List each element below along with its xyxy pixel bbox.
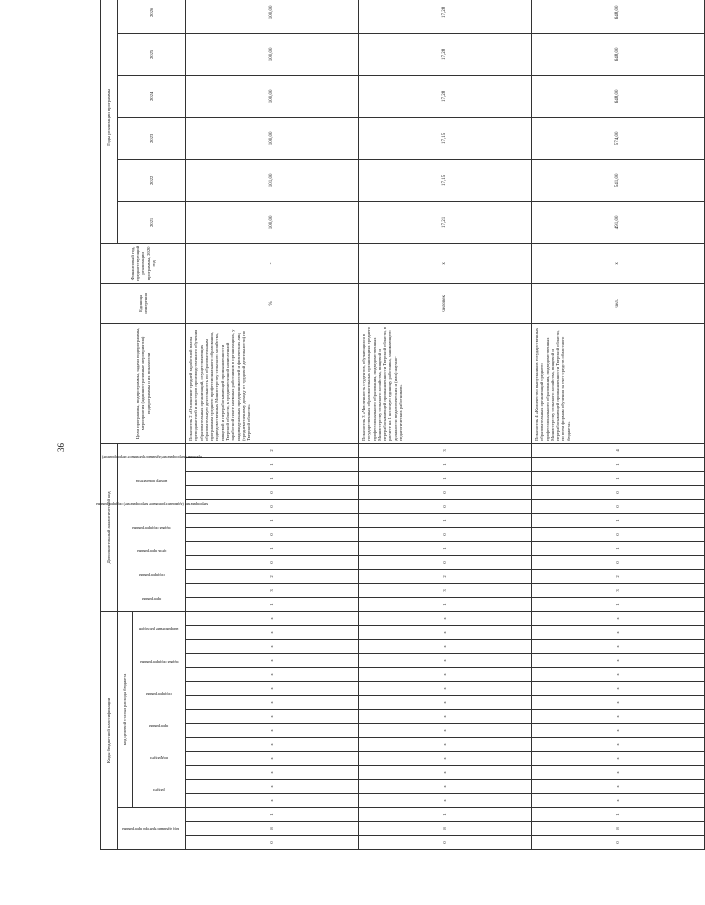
code-cell: x	[359, 668, 532, 682]
code-cell: 0	[532, 499, 705, 513]
code-cell: x	[186, 682, 359, 696]
code-cell: x	[532, 696, 705, 710]
table-row	[359, 0, 532, 850]
budget-col-label: программа	[149, 723, 169, 729]
finyear-cell: х	[359, 243, 532, 283]
code-cell: 0	[532, 555, 705, 569]
additional-col-label: программа	[141, 596, 162, 602]
expense-subcols-header	[133, 611, 186, 807]
code-cell: x	[359, 626, 532, 640]
year-header: 2022	[118, 159, 186, 201]
code-cell: 0	[359, 527, 532, 541]
year-value: 100,00	[186, 33, 359, 75]
code-cell: x	[532, 752, 705, 766]
code-cell: 2	[359, 569, 532, 583]
code-cell: 0	[532, 485, 705, 499]
code-cell: x	[532, 724, 705, 738]
code-cell: 1	[359, 597, 532, 611]
code-cell: 0	[359, 485, 532, 499]
code-cell: 0	[186, 499, 359, 513]
finyear-cell: -	[186, 243, 359, 283]
code-cell: 2	[186, 443, 359, 457]
code-cell: 0	[359, 499, 532, 513]
code-cell: 1	[359, 541, 532, 555]
code-cell: x	[186, 611, 359, 625]
code-cell: x	[186, 766, 359, 780]
code-cell: x	[532, 640, 705, 654]
table-row	[186, 0, 359, 850]
code-cell: x	[186, 710, 359, 724]
year-header: 2025	[118, 33, 186, 75]
budget-col-label: подпрограмма	[146, 691, 172, 697]
year-value: 101,00	[186, 159, 359, 201]
budget-col-label: раздел	[153, 788, 165, 794]
admin-sections-header	[118, 808, 186, 850]
budget-col-label: задача подпрограммы	[139, 659, 179, 665]
code-cell: 1	[359, 471, 532, 485]
code-cell: x	[186, 780, 359, 794]
code-cell: 2	[532, 569, 705, 583]
year-value: 574,00	[532, 117, 705, 159]
year-value: 541,00	[532, 159, 705, 201]
code-cell: x	[359, 780, 532, 794]
code-cell: x	[532, 668, 705, 682]
code-cell: 1	[186, 457, 359, 471]
code-cell: 1	[532, 471, 705, 485]
unit-cell: чел.	[532, 283, 705, 323]
additional-col-label: признак (мероприятие/административное мероприятие)	[101, 455, 202, 461]
code-cell: x	[186, 668, 359, 682]
code-cell: 8	[186, 822, 359, 836]
code-cell: 3	[186, 583, 359, 597]
budget-col-label: подраздел	[150, 756, 168, 762]
year-header: 2023	[118, 117, 186, 159]
page-number: 36	[56, 443, 66, 452]
code-cell: 0	[532, 527, 705, 541]
budget-col-label: направление расходов	[139, 627, 179, 633]
additional-code-header: Дополнительный аналитический код	[101, 443, 118, 611]
code-cell: x	[359, 654, 532, 668]
code-cell: 1	[532, 457, 705, 471]
finyear-header: Финансовый год, предшествующий реализации программы, 2020 год	[101, 243, 186, 283]
expense-section-header: код целевой статьи расхода бюджета	[118, 611, 133, 807]
code-cell: 1	[186, 808, 359, 822]
code-cell: x	[359, 611, 532, 625]
code-cell: 0	[186, 527, 359, 541]
year-value: 100,00	[186, 201, 359, 243]
unit-cell: человек	[359, 283, 532, 323]
code-cell: 1	[532, 597, 705, 611]
code-cell: 0	[186, 485, 359, 499]
code-cell: x	[532, 682, 705, 696]
code-cell: x	[186, 696, 359, 710]
unit-cell: %	[186, 283, 359, 323]
year-value: 17,28	[359, 75, 532, 117]
code-cell: 0	[186, 555, 359, 569]
year-header: 2026	[118, 0, 186, 33]
additional-col-label: цель программы	[136, 549, 167, 555]
code-cell: 4	[532, 443, 705, 457]
code-cell: 1	[532, 541, 705, 555]
indicator-text: Показатель 2 «Отношение средней заработной платы преподавателей и мастеров производственного обучения образовательных организаций, осуществляющих образовательную деятельность по образовательным программам среднего профессионального образования, подведомственных Министерству сельского хозяйства, пищевой и перерабатывающей промышленности Тверской области, к среднемесячной начисленной заработной плате наемных работников в организациях, у индивидуальных предпринимателей и физических лиц (среднемесячному доходу от трудовой деятельности) по Тверской области»	[186, 323, 359, 443]
year-header: 2021	[118, 201, 186, 243]
year-value: 17,28	[359, 0, 532, 33]
program-indicators-table	[95, 0, 705, 850]
code-cell: x	[532, 766, 705, 780]
code-cell: 1	[359, 808, 532, 822]
code-cell: x	[359, 640, 532, 654]
indicator-text: Показатель 4 «Количество выпускников государственных образовательных организаций среднего профессионального образования, подведомственных Министерству сельского хозяйства, пищевой и перерабатывающей промышленности Тверской области, по всем формам обучения за счет средств областного бюджета»	[532, 323, 705, 443]
year-value: 17,28	[359, 33, 532, 75]
code-cell: 0	[186, 836, 359, 850]
code-cell: x	[186, 640, 359, 654]
year-value: 648,00	[532, 0, 705, 33]
code-cell: 8	[532, 822, 705, 836]
code-cell: x	[532, 654, 705, 668]
code-cell: 3	[532, 583, 705, 597]
code-cell: x	[359, 696, 532, 710]
year-value: 100,00	[186, 75, 359, 117]
period-header: Годы реализации программы	[101, 0, 118, 243]
year-value: 17,15	[359, 117, 532, 159]
code-cell: 1	[359, 513, 532, 527]
code-cell: x	[359, 710, 532, 724]
code-cell: x	[186, 626, 359, 640]
code-cell: 1	[186, 597, 359, 611]
code-cell: 1	[532, 513, 705, 527]
code-cell: x	[532, 710, 705, 724]
year-header: 2024	[118, 75, 186, 117]
code-cell: x	[359, 724, 532, 738]
table-row	[532, 0, 705, 850]
indicators-header: Цели программы, подпрограммы, задачи подпрограммы, мероприятия (административные мероприятия) подпрограммы и их показатели	[101, 323, 186, 443]
rotated-table-sheet	[95, 5, 621, 850]
year-value: 648,00	[532, 75, 705, 117]
unit-header: Единица измерения	[101, 283, 186, 323]
code-cell: x	[186, 752, 359, 766]
budget-col-label: код администратора программы	[122, 826, 180, 832]
code-cell: x	[359, 752, 532, 766]
code-cell: x	[186, 654, 359, 668]
indicator-text: Показатель 3 «Численность студентов, обучающихся в государственных образовательных организациях среднего профессионального образования, подведомственных Министерству сельского хозяйства, пищевой и перерабатывающей промышленности Тверской области, в расчете на 1 штатную единицу работника, занимающего должности педагогических и (или) научно-педагогических работников»	[359, 323, 532, 443]
code-cell: 0	[359, 555, 532, 569]
code-cell: x	[532, 626, 705, 640]
code-cell: 2	[186, 569, 359, 583]
code-cell: 1	[359, 457, 532, 471]
code-cell: 1	[186, 513, 359, 527]
code-cell: x	[359, 682, 532, 696]
year-value: 100,00	[186, 0, 359, 33]
code-cell: x	[186, 794, 359, 808]
code-cell: x	[359, 794, 532, 808]
code-cell: x	[186, 724, 359, 738]
code-cell: 0	[359, 836, 532, 850]
code-cell: x	[532, 738, 705, 752]
code-cell: 1	[532, 808, 705, 822]
code-cell: 0	[532, 836, 705, 850]
year-value: 17,21	[359, 201, 532, 243]
year-value: 648,00	[532, 33, 705, 75]
code-cell: 8	[359, 822, 532, 836]
code-cell: 1	[186, 541, 359, 555]
additional-col-label: задача подпрограммы	[132, 525, 171, 531]
additional-col-label: мероприятие (административное мероприятие) подпрограммы	[95, 502, 208, 508]
code-cell: x	[532, 794, 705, 808]
finyear-cell: х	[532, 243, 705, 283]
code-cell: x	[532, 611, 705, 625]
code-cell: x	[359, 738, 532, 752]
code-cell: x	[532, 780, 705, 794]
budget-codes-header: Коды бюджетной классификации	[101, 611, 118, 849]
year-value: 100,00	[186, 117, 359, 159]
additional-col-label: номер показателя	[135, 478, 168, 484]
year-value: 491,00	[532, 201, 705, 243]
code-cell: 1	[186, 471, 359, 485]
code-cell: 3	[359, 583, 532, 597]
additional-col-label: подпрограмма	[138, 573, 165, 579]
code-cell: x	[186, 738, 359, 752]
year-value: 17,15	[359, 159, 532, 201]
code-cell: x	[359, 766, 532, 780]
code-cell: 3	[359, 443, 532, 457]
